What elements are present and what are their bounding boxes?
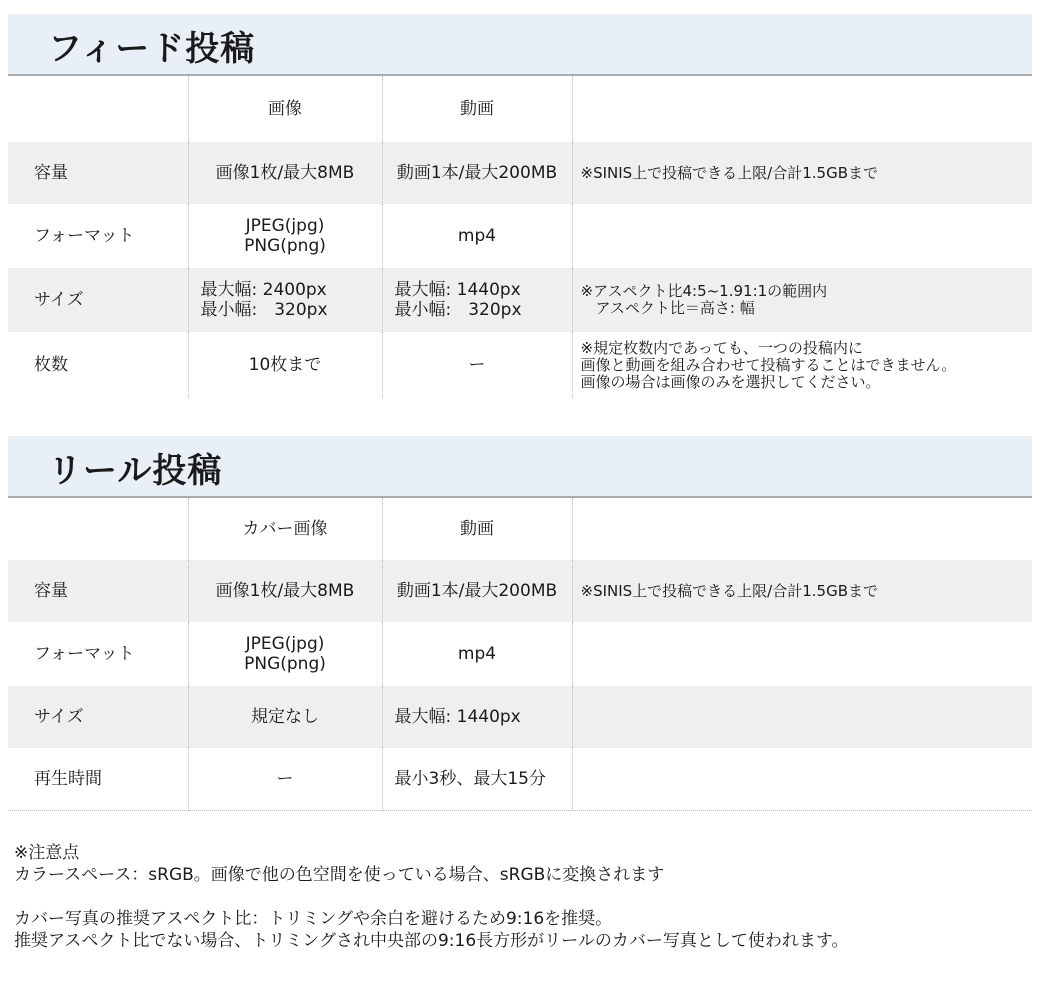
feed-size-image xyxy=(188,268,382,332)
reel-size-note xyxy=(572,686,1032,748)
reel-size-image: 規定なし xyxy=(188,686,382,748)
notes-block xyxy=(14,842,848,952)
feed-section-title: フィード投稿 xyxy=(48,29,256,69)
feed-count-note-line-1: ※規定枚数内であっても、一つの投稿内に xyxy=(580,338,863,357)
feed-format-note xyxy=(572,204,1032,268)
feed-size-video-min: 最小幅: 320px xyxy=(394,300,522,320)
feed-count-video: ー xyxy=(382,332,572,398)
feed-row-format xyxy=(8,204,1032,268)
feed-capacity-image: 画像1枚/最大8MB xyxy=(188,142,382,204)
feed-header-empty xyxy=(8,76,188,142)
feed-size-label: サイズ xyxy=(8,268,188,332)
reel-duration-label: 再生時間 xyxy=(8,748,188,810)
feed-count-note-line-2: 画像と動画を組み合わせて投稿することはできません。 xyxy=(580,355,957,374)
reel-row-format xyxy=(8,622,1032,686)
notes-heading: ※注意点 xyxy=(14,843,80,863)
reel-capacity-label: 容量 xyxy=(8,560,188,622)
feed-capacity-video: 動画1本/最大200MB xyxy=(382,142,572,204)
feed-size-image-min: 最小幅: 320px xyxy=(200,300,328,320)
feed-row-size xyxy=(8,268,1032,332)
feed-col-image: 画像 xyxy=(188,76,382,142)
reel-col-note xyxy=(572,498,1032,560)
feed-row-count xyxy=(8,332,1032,398)
feed-capacity-note: ※SINIS上で投稿できる上限/合計1.5GBまで xyxy=(572,142,1032,204)
feed-format-video: mp4 xyxy=(382,204,572,268)
notes-cover-ratio: カバー写真の推奨アスペクト比：トリミングや余白を避けるため9:16を推奨。 xyxy=(14,909,613,929)
notes-cover-fallback: 推奨アスペクト比でない場合、トリミングされ中央部の9:16長方形がリールのカバー写真として使われます。 xyxy=(14,931,849,951)
reel-row-size xyxy=(8,686,1032,748)
reel-size-label: サイズ xyxy=(8,686,188,748)
reel-format-video: mp4 xyxy=(382,622,572,686)
reel-format-note xyxy=(572,622,1032,686)
reel-section xyxy=(8,436,1032,811)
feed-count-image: 10枚まで xyxy=(188,332,382,398)
reel-header-empty xyxy=(8,498,188,560)
reel-duration-image: ー xyxy=(188,748,382,810)
feed-size-note xyxy=(572,268,1032,332)
notes-spacer xyxy=(14,886,848,908)
feed-format-image xyxy=(188,204,382,268)
reel-section-header xyxy=(8,436,1032,498)
feed-spec-table xyxy=(8,76,1032,398)
feed-size-video xyxy=(382,268,572,332)
feed-header-row xyxy=(8,76,1032,142)
reel-size-video: 最大幅: 1440px xyxy=(382,686,572,748)
reel-section-title: リール投稿 xyxy=(48,451,223,491)
feed-row-capacity xyxy=(8,142,1032,204)
feed-count-label: 枚数 xyxy=(8,332,188,398)
reel-duration-note xyxy=(572,748,1032,810)
reel-row-duration xyxy=(8,748,1032,810)
reel-col-video: 動画 xyxy=(382,498,572,560)
reel-format-image-jpeg: JPEG(jpg) xyxy=(245,634,325,654)
feed-capacity-label: 容量 xyxy=(8,142,188,204)
notes-color-space: カラースペース：sRGB。画像で他の色空間を使っている場合、sRGBに変換されます xyxy=(14,865,665,885)
feed-section xyxy=(8,14,1032,398)
feed-count-note xyxy=(572,332,1032,398)
reel-spec-table xyxy=(8,498,1032,811)
feed-format-image-png: PNG(png) xyxy=(244,236,326,256)
reel-capacity-video: 動画1本/最大200MB xyxy=(382,560,572,622)
feed-col-video: 動画 xyxy=(382,76,572,142)
reel-format-label: フォーマット xyxy=(8,622,188,686)
feed-size-note-line-2: アスペクト比＝高さ: 幅 xyxy=(580,299,755,317)
reel-duration-video: 最小3秒、最大15分 xyxy=(382,748,572,810)
reel-capacity-note: ※SINIS上で投稿できる上限/合計1.5GBまで xyxy=(572,560,1032,622)
reel-capacity-image: 画像1枚/最大8MB xyxy=(188,560,382,622)
feed-format-label: フォーマット xyxy=(8,204,188,268)
feed-col-note xyxy=(572,76,1032,142)
feed-size-note-line-1: ※アスペクト比4:5~1.91:1の範囲内 xyxy=(580,282,828,300)
reel-row-capacity xyxy=(8,560,1032,622)
feed-count-note-line-3: 画像の場合は画像のみを選択してください。 xyxy=(580,372,881,391)
reel-header-row xyxy=(8,498,1032,560)
reel-format-image xyxy=(188,622,382,686)
feed-section-header xyxy=(8,14,1032,76)
reel-col-cover-image: カバー画像 xyxy=(188,498,382,560)
feed-size-image-max: 最大幅: 2400px xyxy=(200,280,327,300)
feed-format-image-jpeg: JPEG(jpg) xyxy=(245,216,325,236)
reel-format-image-png: PNG(png) xyxy=(244,654,326,674)
feed-size-video-max: 最大幅: 1440px xyxy=(394,280,521,300)
